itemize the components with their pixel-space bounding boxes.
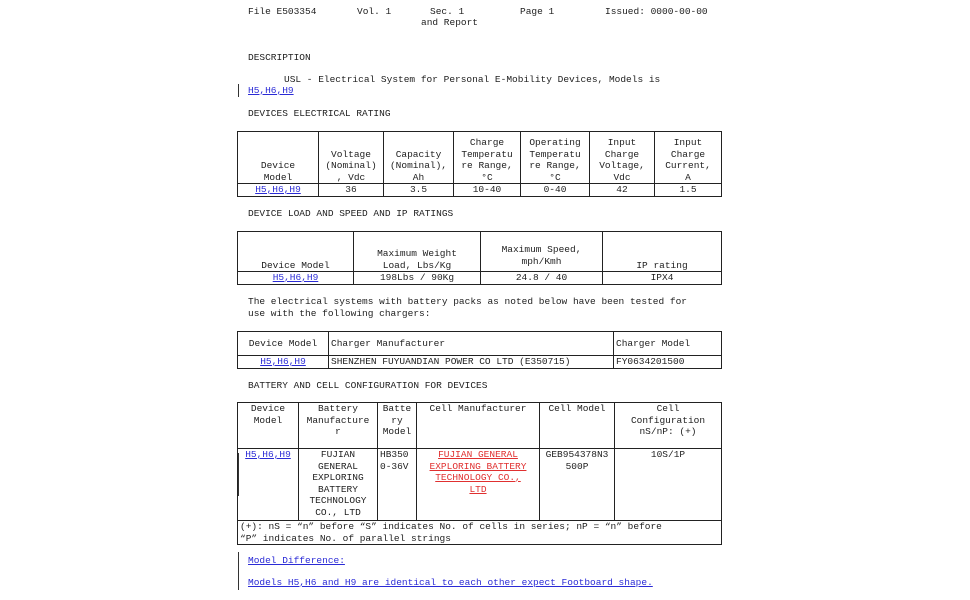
battery-table: [237, 402, 722, 545]
model-difference-heading[interactable]: Model Difference:: [248, 555, 345, 566]
col-battery-model: Batte ry Model: [378, 403, 417, 449]
col-battery-manufacturer: Battery Manufacture r: [299, 403, 378, 449]
col-input-voltage: Input Charge Voltage, Vdc: [590, 132, 655, 184]
table-row: [238, 272, 722, 285]
cell-max-speed: 24.8 / 40: [481, 272, 603, 285]
chargers-intro-line1: The electrical systems with battery packs as noted below have been tested for: [248, 296, 687, 307]
load-table: [237, 231, 722, 285]
table-row: [238, 184, 722, 197]
issued-date: Issued: 0000-00-00: [605, 6, 708, 17]
model-difference-text[interactable]: Models H5,H6 and H9 are identical to each other expect Footboard shape.: [248, 577, 653, 588]
cell-cell-manufacturer[interactable]: FUJIAN GENERAL EXPLORING BATTERY TECHNOLOGY CO., LTD: [417, 449, 540, 521]
cell-charger-model: FY0634201500: [614, 356, 722, 369]
file-number: File E503354: [248, 6, 317, 17]
cell-capacity: 3.5: [384, 184, 454, 197]
cell-charger-manufacturer: SHENZHEN FUYUANDIAN POWER CO LTD (E350715): [329, 356, 614, 369]
page-number: Page 1: [520, 6, 555, 17]
cell-ip-rating: IPX4: [603, 272, 722, 285]
load-heading: DEVICE LOAD AND SPEED AND IP RATINGS: [248, 208, 454, 219]
electrical-table: [237, 131, 722, 197]
cell-cell-model: GEB954378N3 500P: [540, 449, 615, 521]
volume: Vol. 1: [357, 6, 392, 17]
section-report: and Report: [421, 17, 479, 28]
col-max-speed: Maximum Speed, mph/Kmh: [481, 232, 603, 272]
chargers-intro-line2: use with the following chargers:: [248, 308, 431, 319]
table-row: [238, 356, 722, 369]
col-charger-model: Charger Model: [614, 332, 722, 356]
cell-battery-model: HB350 0-36V: [378, 449, 417, 521]
col-device-model: Device Model: [238, 403, 299, 449]
col-device-model: Device Model: [238, 332, 329, 356]
row-model-link[interactable]: H5,H6,H9: [238, 449, 299, 521]
revision-bar: [238, 552, 239, 590]
cell-cell-config: 10S/1P: [615, 449, 722, 521]
cell-voltage: 36: [319, 184, 384, 197]
description-heading: DESCRIPTION: [248, 52, 311, 63]
battery-footnote: (+): nS = “n” before “S” indicates No. of cells in series; nP = “n” before “P” indicates No. of parallel strings: [238, 521, 722, 545]
cell-max-weight: 198Lbs / 90Kg: [354, 272, 481, 285]
col-device-model: Device Model: [238, 232, 354, 272]
cell-battery-manufacturer: FUJIAN GENERAL EXPLORING BATTERY TECHNOLOGY CO., LTD: [299, 449, 378, 521]
revision-bar: [238, 84, 239, 97]
cell-input-voltage: 42: [590, 184, 655, 197]
cell-charge-temp: 10-40: [454, 184, 521, 197]
col-cell-config: Cell Configuration nS/nP: (+): [615, 403, 722, 449]
description-models-link[interactable]: H5,H6,H9: [248, 85, 294, 96]
cell-operating-temp: 0-40: [521, 184, 590, 197]
table-row: [238, 449, 722, 521]
revision-bar: [238, 453, 239, 496]
row-model-link[interactable]: H5,H6,H9: [238, 184, 319, 197]
row-model-link[interactable]: H5,H6,H9: [238, 272, 354, 285]
col-device-model: Device Model: [238, 132, 319, 184]
battery-heading: BATTERY AND CELL CONFIGURATION FOR DEVICES: [248, 380, 488, 391]
chargers-table: [237, 331, 722, 369]
col-charge-temp: Charge Temperatu re Range, °C: [454, 132, 521, 184]
col-cell-model: Cell Model: [540, 403, 615, 449]
electrical-heading: DEVICES ELECTRICAL RATING: [248, 108, 391, 119]
col-voltage: Voltage (Nominal) , Vdc: [319, 132, 384, 184]
col-cell-manufacturer: Cell Manufacturer: [417, 403, 540, 449]
col-input-current: Input Charge Current, A: [655, 132, 722, 184]
col-charger-manufacturer: Charger Manufacturer: [329, 332, 614, 356]
row-model-link[interactable]: H5,H6,H9: [238, 356, 329, 369]
col-capacity: Capacity (Nominal), Ah: [384, 132, 454, 184]
description-text: USL - Electrical System for Personal E-Mobility Devices, Models is: [284, 74, 661, 85]
col-max-weight: Maximum Weight Load, Lbs/Kg: [354, 232, 481, 272]
col-operating-temp: Operating Temperatu re Range, °C: [521, 132, 590, 184]
section: Sec. 1: [430, 6, 465, 17]
cell-input-current: 1.5: [655, 184, 722, 197]
col-ip-rating: IP rating: [603, 232, 722, 272]
